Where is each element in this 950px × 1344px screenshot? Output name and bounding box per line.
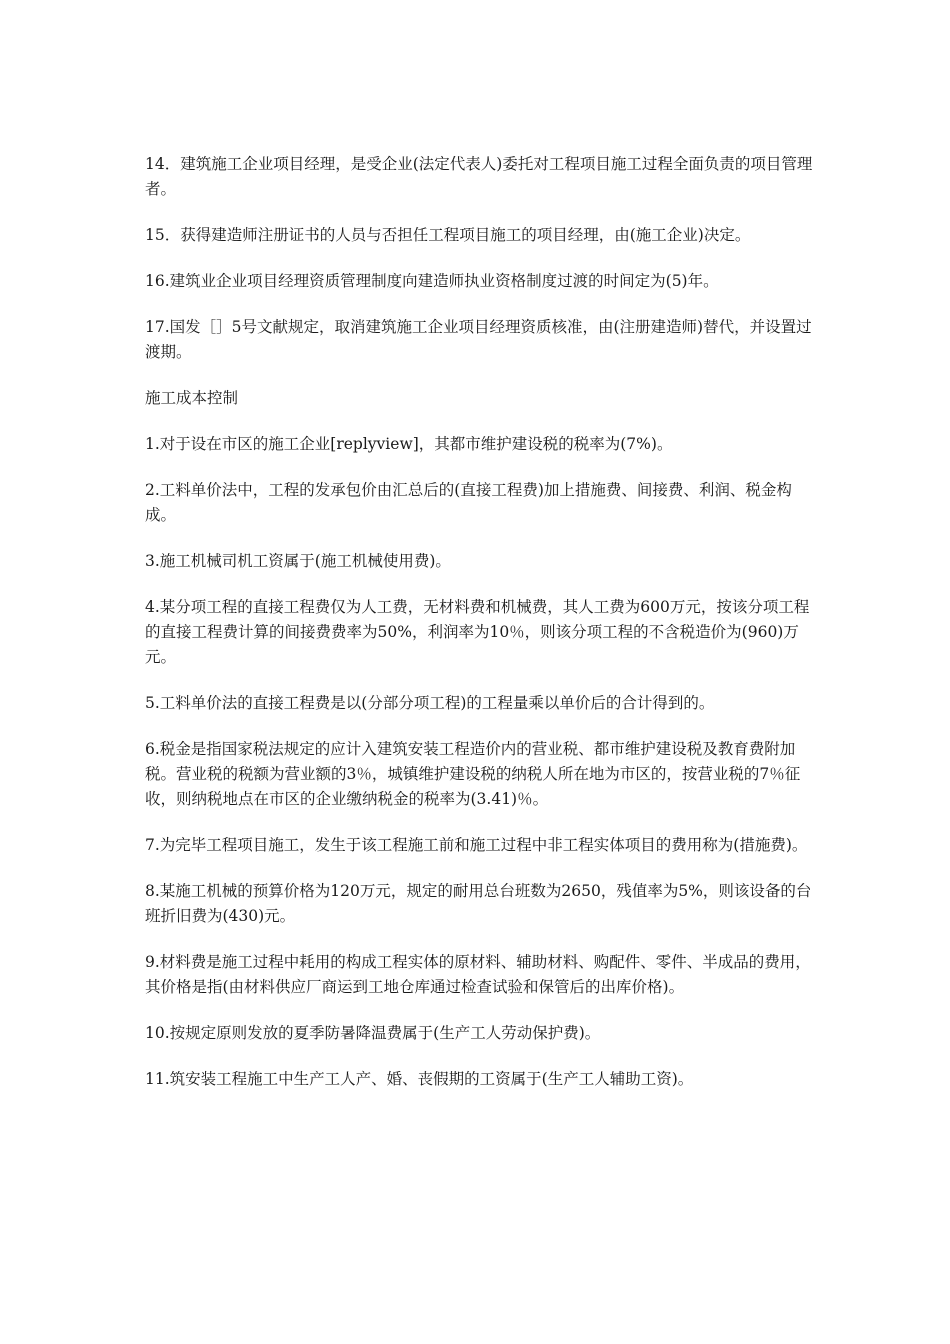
paragraph-item-14: 14．建筑施工企业项目经理，是受企业(法定代表人)委托对工程项目施工过程全面负责的项目管理者。 xyxy=(145,155,813,198)
paragraph-item-17: 17.国发［］5号文献规定，取消建筑施工企业项目经理资质核准，由(注册建造师)替代，并设置过渡期。 xyxy=(145,318,812,361)
paragraph-item-6: 6.税金是指国家税法规定的应计入建筑安装工程造价内的营业税、都市维护建设税及教育费附加税。营业税的税额为营业额的3％，城镇维护建设税的纳税人所在地为市区的，按营业税的7％征收，则纳税地点在市区的企业缴纳税金的税率为(3.41)％。 xyxy=(145,740,801,808)
paragraph-item-3: 3.施工机械司机工资属于(施工机械使用费)。 xyxy=(145,552,451,570)
paragraph-item-8: 8.某施工机械的预算价格为120万元，规定的耐用总台班数为2650，残值率为5%，则该设备的台班折旧费为(430)元。 xyxy=(145,882,812,925)
paragraph-item-2: 2.工料单价法中，工程的发承包价由汇总后的(直接工程费)加上措施费、间接费、利润、税金构成。 xyxy=(145,481,792,524)
paragraph-item-15: 15．获得建造师注册证书的人员与否担任工程项目施工的项目经理，由(施工企业)决定。 xyxy=(145,226,751,244)
section-heading: 施工成本控制 xyxy=(145,389,239,407)
paragraph-item-1: 1.对于设在市区的施工企业[replyview]，其都市维护建设税的税率为(7%)。 xyxy=(145,435,673,453)
paragraph-item-5: 5.工料单价法的直接工程费是以(分部分项工程)的工程量乘以单价后的合计得到的。 xyxy=(145,694,715,712)
paragraph-item-11: 11.筑安装工程施工中生产工人产、婚、丧假期的工资属于(生产工人辅助工资)。 xyxy=(145,1070,694,1088)
document-page xyxy=(145,152,817,1113)
paragraph-item-10: 10.按规定原则发放的夏季防暑降温费属于(生产工人劳动保护费)。 xyxy=(145,1024,601,1042)
paragraph-item-16: 16.建筑业企业项目经理资质管理制度向建造师执业资格制度过渡的时间定为(5)年。 xyxy=(145,272,719,290)
paragraph-item-4: 4.某分项工程的直接工程费仅为人工费，无材料费和机械费，其人工费为600万元，按该分项工程的直接工程费计算的间接费费率为50%，利润率为10％，则该分项工程的不含税造价为(960)万元。 xyxy=(145,598,810,666)
paragraph-item-9: 9.材料费是施工过程中耗用的构成工程实体的原材料、辅助材料、购配件、零件、半成品的费用，其价格是指(由材料供应厂商运到工地仓库通过检查试验和保管后的出库价格)。 xyxy=(145,953,811,996)
paragraph-item-7: 7.为完毕工程项目施工，发生于该工程施工前和施工过程中非工程实体项目的费用称为(措施费)。 xyxy=(145,836,808,854)
